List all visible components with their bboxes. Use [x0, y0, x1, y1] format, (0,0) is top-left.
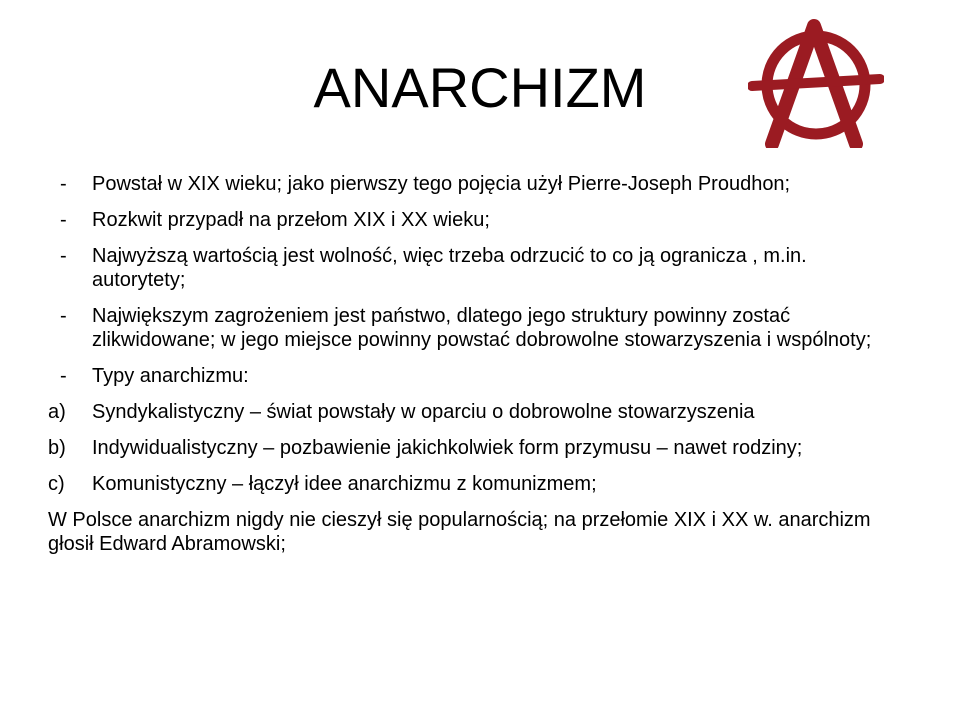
type-text: Indywidualistyczny – pozbawienie jakichkolwiek form przymusu – nawet rodziny;	[92, 437, 803, 459]
slide-content	[48, 172, 898, 556]
bullet-item	[48, 208, 898, 232]
bullet-marker: -	[60, 365, 67, 387]
bullet-text: Rozkwit przypadł na przełom XIX i XX wieku;	[92, 209, 490, 231]
anarchy-circle-a-icon	[748, 18, 884, 148]
bullet-item	[48, 244, 898, 292]
bullet-item	[48, 172, 898, 196]
type-item	[48, 400, 898, 424]
slide-title: ANARCHIZM	[313, 56, 647, 119]
bullet-text: Typy anarchizmu:	[92, 365, 249, 387]
type-marker: b)	[48, 437, 66, 459]
bullet-text: Największym zagrożeniem jest państwo, dlatego jego struktury powinny zostać zlikwidowane; w jego miejsce powinny powstać dobrowolne stowarzyszenia i wspólnoty;	[92, 305, 872, 351]
bullet-text: Powstał w XIX wieku; jako pierwszy tego pojęcia użył Pierre-Joseph Proudhon;	[92, 173, 791, 195]
bullet-marker: -	[60, 209, 67, 231]
closing-paragraph: W Polsce anarchizm nigdy nie cieszył się popularnością; na przełomie XIX i XX w. anarchizm głosił Edward Abramowski;	[48, 509, 871, 555]
type-marker: c)	[48, 473, 65, 495]
bullet-marker: -	[60, 173, 67, 195]
type-item	[48, 472, 898, 496]
bullet-marker: -	[60, 305, 67, 327]
type-item	[48, 436, 898, 460]
type-text: Syndykalistyczny – świat powstały w oparciu o dobrowolne stowarzyszenia	[92, 401, 755, 423]
bullet-item	[48, 304, 898, 352]
bullet-marker: -	[60, 245, 67, 267]
bullet-item	[48, 364, 898, 388]
type-marker: a)	[48, 401, 66, 423]
bullet-text: Najwyższą wartością jest wolność, więc trzeba odrzucić to co ją ogranicza , m.in. autorytety;	[92, 245, 807, 291]
type-text: Komunistyczny – łączył idee anarchizmu z komunizmem;	[92, 473, 597, 495]
